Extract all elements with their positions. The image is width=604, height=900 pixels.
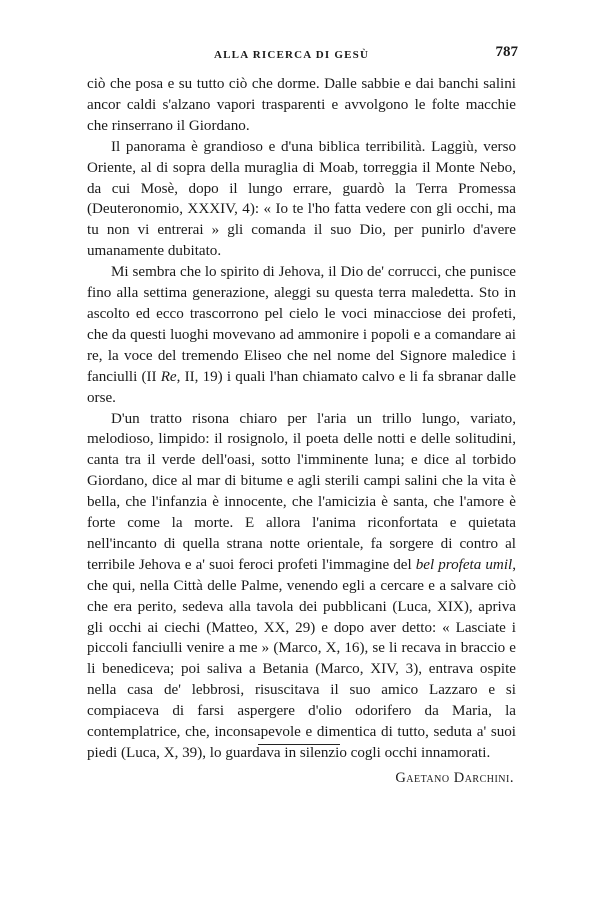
author-signature: Gaetano Darchini. xyxy=(395,769,514,786)
text-run: bel profeta umil xyxy=(415,556,513,573)
text-run: Il panorama è grandioso e d'una biblica terribilità. Laggiù, verso Oriente, al di sopra della muraglia di Moab, torreggia il Monte Nebo, da cui Mosè, dopo il lungo errare, guardò la Terra Promessa (Deuteronomio, XXXIV, 4): « Io te l'ho fatta vedere con gli occhi, ma tu non vi entrerai » gli comanda il suo Dio, per punirlo d'avere umanamente dubitato. xyxy=(87,138,516,260)
text-run: Mi sembra che lo spirito di Jehova, il Dio de' corrucci, che punisce fino alla settima generazione, aleggi su questa terra maledetta. Sto in ascolto ed ecco trascorrono pel cielo le voci minacciose dei profeti, che da questi luoghi movevano ad ammonire i popoli e a comandare ai re, la voce del tremendo Eliseo che nel nome del Signore maledice i fanciulli (II xyxy=(87,264,516,385)
text-run: , xyxy=(176,368,185,385)
paragraph xyxy=(87,137,516,262)
end-rule xyxy=(258,744,340,745)
text-run: D'un tratto risona chiaro per l'aria un trillo lungo, variato, melodioso, limpido: il rosignolo, il poeta delle notti e delle solitudini, canta tra il verde dell'oasi, sotto l'imminente luna; e dice al torbido Giordano, dice al mar di bitume e agli sterili campi salini che la vita è bella, che l'infanzia è innocente, che l'amicizia è santa, che l'amore è forte come la morte. E allora l'anima riconfortata e quietata nell'incanto di quella strana notte orientale, fa sorgere di contro al terribile Jehova e a' suoi feroci profeti l'immagine del xyxy=(87,410,516,573)
paragraph xyxy=(87,409,516,764)
page-number: 787 xyxy=(495,44,518,60)
paragraph xyxy=(87,74,516,137)
paragraph xyxy=(87,262,516,408)
text-run: , che qui, nella Città delle Palme, venendo egli a cercare e a salvare ciò che era perito, sedeva alla tavola dei pubblicani (Luca, XIX), apriva gli occhi ai ciechi (Matteo, XX, 29) e dopo aver detto: « Lasciate i piccoli fanciulli venire a me » (Marco, X, 16), se li recava in braccio e li benediceva; poi saliva a Betania (Marco, XIV, 3), entrava ospite nella casa de' lebbrosi, risuscitava il suo amico Lazzaro e si compiaceva di farsi aspergere d'olio odorifero da Maria, la contemplatrice, che, inconsapevole e dimentica di tutto, seduta a' suoi piedi (Luca, X, 39), lo guardava in silenzio cogli occhi innamorati. xyxy=(87,556,516,761)
text-run: ciò che posa e su tutto ciò che dorme. Dalle sabbie e dai banchi salini ancor caldi s'alzano vapori trasparenti e avvolgono le folte macchie che rinserrano il Giordano. xyxy=(87,76,516,134)
text-run: , 19) i quali l'han chiamato calvo e li fa sbranar dalle orse. xyxy=(87,368,516,406)
paragraph-list xyxy=(87,74,516,764)
running-title: ALLA RICERCA DI GESÙ xyxy=(214,49,370,61)
text-run: II xyxy=(184,368,195,385)
page-header xyxy=(86,44,518,70)
article-body xyxy=(87,74,516,789)
text-run: Re xyxy=(160,368,177,385)
